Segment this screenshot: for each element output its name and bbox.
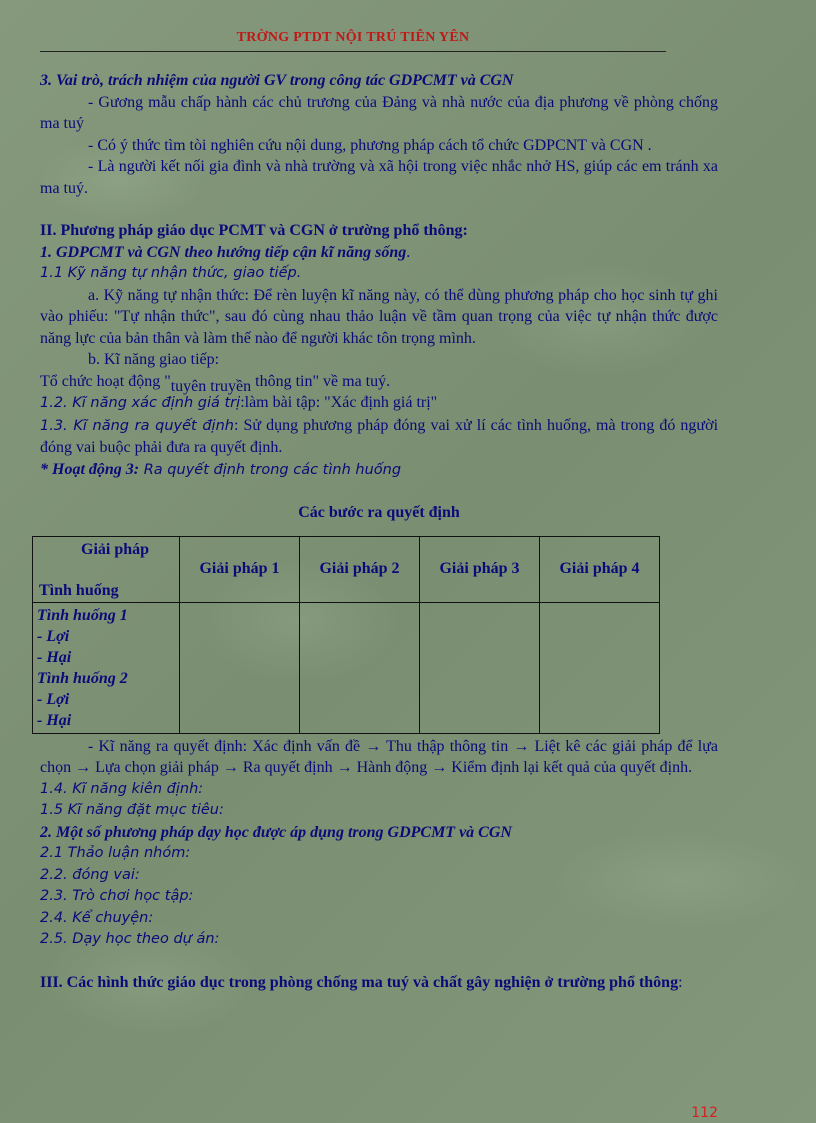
table-cell: [180, 602, 300, 733]
b-line-sub: tuyên truyền: [170, 377, 252, 395]
page-number: 112: [691, 1105, 718, 1121]
b-line-post: thông tin" về ma tuý.: [251, 372, 391, 390]
method-item: 2.5. Dạy học theo dự án:: [40, 931, 220, 947]
activity-3-rest: Ra quyết định trong các tình huống: [139, 461, 402, 478]
corner-bottom-label: Tình huống: [39, 582, 119, 599]
document-body: [37, 70, 719, 993]
table-header-cell: Giải pháp 1: [180, 536, 300, 602]
subsection-1-3: [40, 415, 718, 459]
row-label: - Lợi: [37, 690, 70, 708]
page-header: TRỜNG PTDT NỘI TRÚ TIÊN YÊN: [236, 30, 470, 45]
subsection-1-2-rest: :làm bài tập: "Xác định giá trị": [240, 394, 438, 411]
decision-steps: - Kĩ năng ra quyết định: Xác định vấn đề → Thu thập thông tin → Liệt kê các giải pháp để lựa chọn → Lựa chọn giải pháp → Ra quyết định → Hành động → Kiểm định lại kết quả của quyết định.: [40, 737, 718, 776]
table-header-cell: Giải pháp 2: [300, 536, 420, 602]
row-label: - Hại: [37, 711, 72, 729]
section-3-title: 3. Vai trò, trách nhiệm của người GV trong công tác GDPCMT và CGN: [40, 72, 514, 89]
subsection-1-3-label: 1.3. Kĩ năng ra quyết định: [40, 417, 234, 434]
subsection-1-2-label: 1.2. Kĩ năng xác định giá trị: [40, 395, 241, 411]
section-II-1-title-text: 1. GDPCMT và CGN theo hướng tiếp cận kĩ năng sống: [40, 243, 407, 261]
table-cell: [300, 602, 420, 733]
table-header-row: [33, 536, 660, 602]
subsection-1-1-b-line: [40, 371, 718, 393]
spacer: [40, 951, 718, 972]
section-2-title: 2. Một số phương pháp dạy học được áp dụng trong GDPCMT và CGN: [40, 823, 512, 841]
subsection-1-3-rest: : Sử dụng phương pháp đóng vai xử lí các tình huống, mà trong đó người đóng vai buộc phải đưa ra quyết định.: [40, 416, 719, 456]
sec3-item-1: - Gương mẫu chấp hành các chủ trương của Đảng và nhà nước của địa phương về phòng chống ma tuý: [40, 93, 718, 132]
row-label: - Hại: [37, 648, 72, 666]
table-row: [33, 602, 660, 733]
table-corner-cell: [33, 536, 180, 602]
subsection-1-5: 1.5 Kĩ năng đặt mục tiêu:: [40, 802, 224, 818]
subsection-1-1-title: 1.1 Kỹ năng tự nhận thức, giao tiếp.: [40, 265, 302, 281]
spacer: [40, 199, 718, 220]
table-header-cell: Giải pháp 4: [540, 536, 660, 602]
decision-table: [32, 536, 660, 734]
method-item: 2.2. đóng vai:: [40, 866, 140, 883]
section-III-colon: :: [678, 973, 683, 991]
row-label: - Lợi: [37, 627, 70, 645]
table-title: Các bước ra quyết định: [298, 504, 460, 521]
activity-3: [40, 459, 718, 482]
row-label: Tình huống 1: [37, 606, 128, 624]
section-III-title: [40, 972, 718, 994]
table-cell: [540, 602, 660, 733]
subsection-1-2: [40, 392, 718, 415]
section-II-title: II. Phương pháp giáo dục PCMT và CGN ở trường phổ thông:: [40, 222, 468, 239]
table-cell: [420, 602, 540, 733]
corner-top-label: Giải pháp: [81, 540, 150, 558]
method-item: 2.4. Kể chuyện:: [40, 909, 154, 926]
method-item: 2.1 Thảo luận nhóm:: [40, 845, 191, 861]
subsection-1-4: 1.4. Kĩ năng kiên định:: [40, 780, 204, 797]
subsection-1-1-b: b. Kĩ năng giao tiếp:: [88, 351, 220, 368]
method-item: 2.3. Trò chơi học tập:: [40, 888, 194, 904]
header-rule: [40, 51, 666, 52]
sec3-item-3: - Là người kết nối gia đình và nhà trường và xã hội trong việc nhắc nhở HS, giúp các em tránh xa ma tuý.: [40, 158, 718, 197]
subsection-1-1-a: a. Kỹ năng tự nhận thức: Để rèn luyện kĩ năng này, có thể dùng phương pháp cho học sinh tự ghi vào phiếu: "Tự nhận thức", sau đó cùng nhau thảo luận về tầm quan trọng của việc tự nhận thức được năng lực của bản thân và làm thế nào để người khác tôn trọng mình.: [40, 286, 718, 347]
section-II-1-title: [40, 242, 718, 264]
table-header-cell: Giải pháp 3: [420, 536, 540, 602]
row-label: Tình huống 2: [37, 669, 128, 687]
activity-3-label: * Hoạt động 3:: [40, 460, 140, 478]
section-II-1-title-end: .: [406, 243, 411, 261]
spacer: [40, 481, 718, 502]
section-III-title-text: III. Các hình thức giáo dục trong phòng chống ma tuý và chất gây nghiện ở trường phổ thông: [40, 973, 679, 991]
table-row-labels: [33, 602, 180, 733]
b-line-pre: Tổ chức hoạt động ": [40, 372, 171, 390]
sec3-item-2: - Có ý thức tìm tòi nghiên cứu nội dung, phương pháp cách tổ chức GDPCNT và CGN .: [88, 136, 652, 154]
